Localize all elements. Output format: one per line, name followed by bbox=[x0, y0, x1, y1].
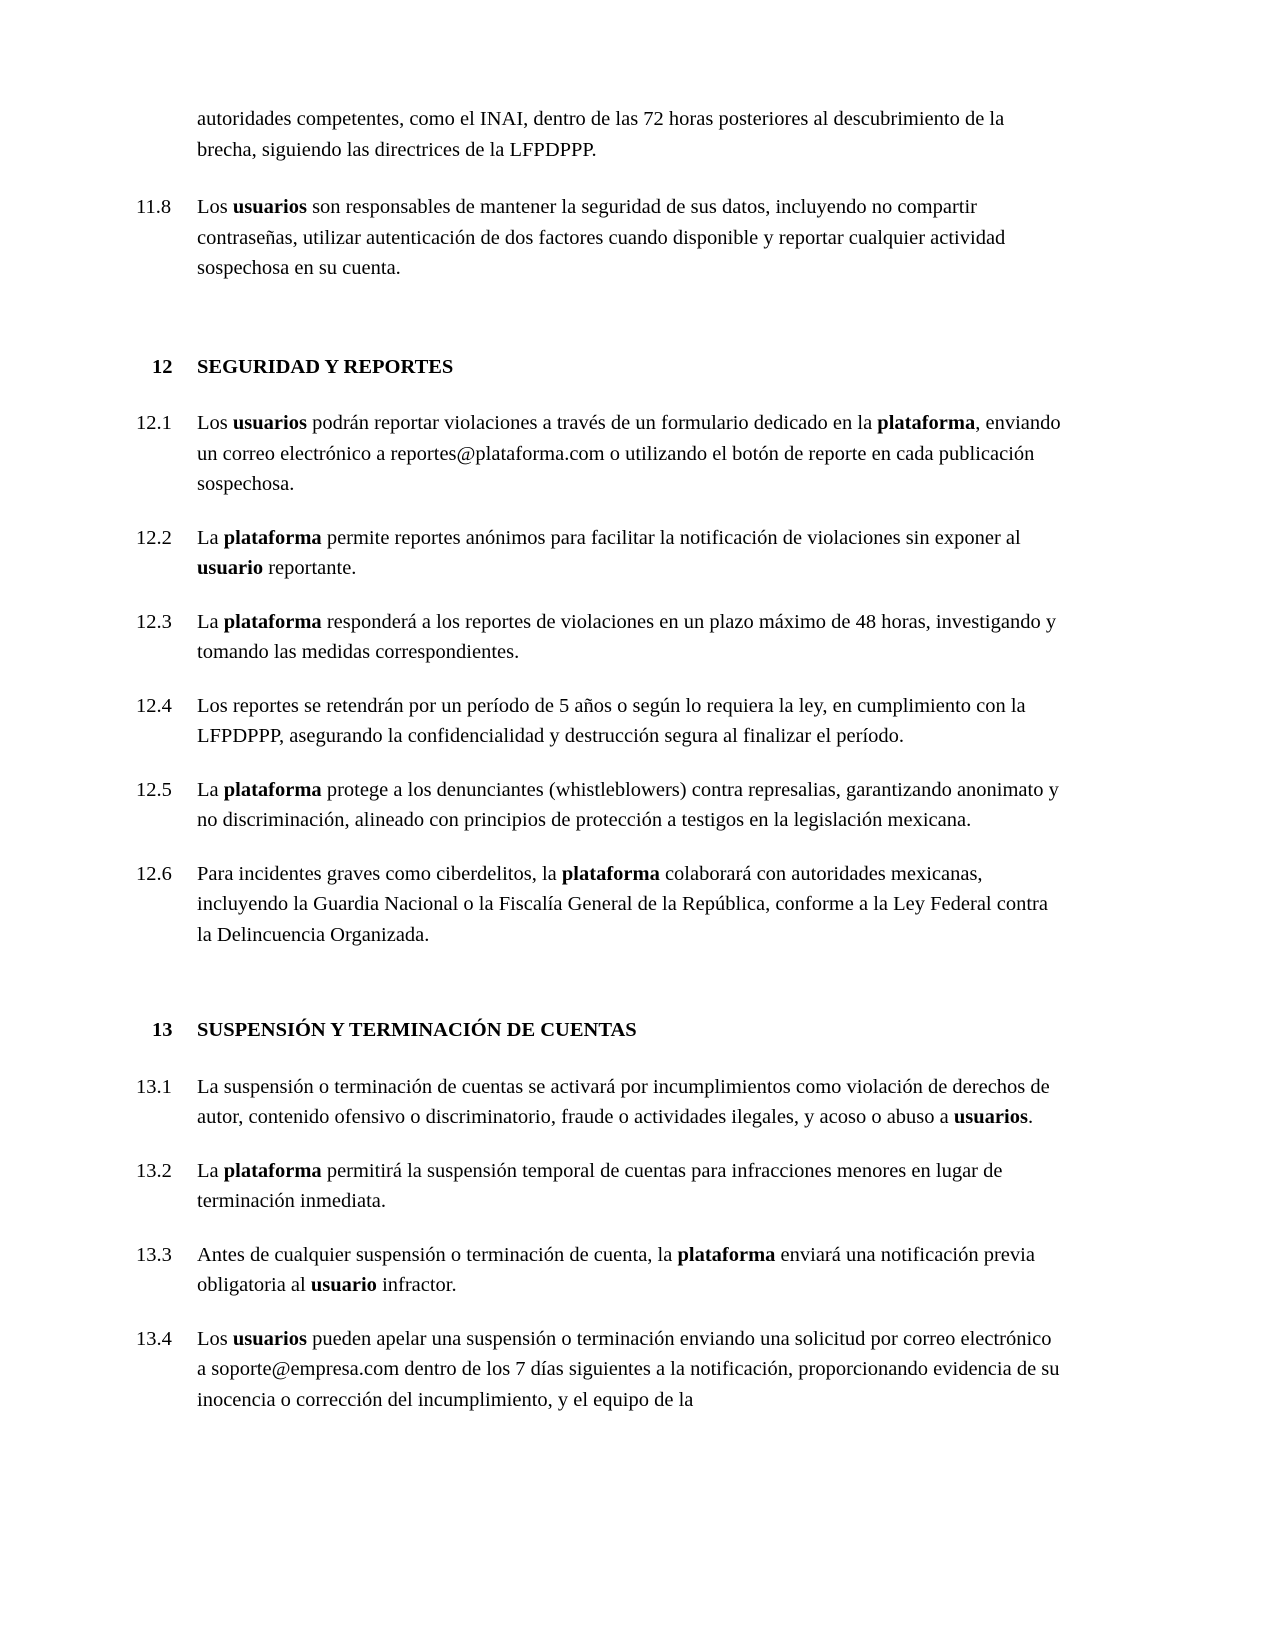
section-title: SUSPENSIÓN Y TERMINACIÓN DE CUENTAS bbox=[197, 1019, 637, 1041]
clause-13-3 bbox=[136, 1240, 1065, 1301]
clause-text: Los usuarios podrán reportar violaciones a través de un formulario dedicado en la plataforma, enviando un correo electrónico a reportes@plataforma.com o utilizando el botón de reporte en cada publicación sospechosa. bbox=[197, 412, 1061, 495]
section-title: SEGURIDAD Y REPORTES bbox=[197, 355, 454, 378]
clause-number: 11.8 bbox=[136, 196, 172, 218]
clause-number: 12.6 bbox=[136, 862, 172, 885]
section-number: 12 bbox=[152, 355, 173, 378]
clause-11-8 bbox=[136, 192, 1065, 284]
clause-text: Los reportes se retendrán por un período de 5 años o según lo requiera la ley, en cumplimiento con la LFPDPPP, asegurando la confidencialidad y destrucción segura al finalizar el período. bbox=[197, 694, 1026, 747]
clause-number: 13.4 bbox=[136, 1327, 172, 1350]
clause-text: La suspensión o terminación de cuentas se activará por incumplimientos como violación de derechos de autor, contenido ofensivo o discriminatorio, fraude o actividades ilegales, y acoso o abuso a usuarios. bbox=[197, 1075, 1050, 1128]
clause-number: 12.4 bbox=[136, 694, 172, 717]
paragraph-continuation bbox=[136, 104, 1065, 165]
clause-text: Antes de cualquier suspensión o terminación de cuenta, la plataforma enviará una notificación previa obligatoria al usuario infractor. bbox=[197, 1243, 1035, 1296]
clause-number: 12.2 bbox=[136, 526, 172, 549]
clause-text: Para incidentes graves como ciberdelitos, la plataforma colaborará con autoridades mexicanas, incluyendo la Guardia Nacional o la Fiscalía General de la República, conforme a la Ley Federal contra la Delincuencia Organizada. bbox=[197, 862, 1048, 946]
clause-12-2 bbox=[136, 523, 1065, 584]
clause-number: 12.3 bbox=[136, 610, 172, 633]
clause-13-2 bbox=[136, 1156, 1065, 1217]
clause-text: Los usuarios pueden apelar una suspensión o terminación enviando una solicitud por correo electrónico a soporte@empresa.com dentro de los 7 días siguientes a la notificación, proporcionando evidencia de su inocencia o corrección del incumplimiento, y el equipo de la bbox=[197, 1327, 1060, 1411]
clause-number: 13.3 bbox=[136, 1243, 172, 1266]
clause-text: La plataforma permite reportes anónimos para facilitar la notificación de violaciones sin exponer al usuario reportante. bbox=[197, 526, 1021, 579]
clause-12-3 bbox=[136, 607, 1065, 668]
clause-number: 12.1 bbox=[136, 412, 172, 434]
section-heading-13 bbox=[136, 1015, 1065, 1046]
section-spacer bbox=[136, 307, 1065, 352]
clause-12-6 bbox=[136, 859, 1065, 951]
clause-text: La plataforma responderá a los reportes de violaciones en un plazo máximo de 48 horas, investigando y tomando las medidas correspondientes. bbox=[197, 610, 1057, 663]
section-number: 13 bbox=[152, 1019, 173, 1041]
clause-number: 12.5 bbox=[136, 778, 172, 801]
clause-text: La plataforma protege a los denunciantes (whistleblowers) contra represalias, garantizando anonimato y no discriminación, alineado con principios de protección a testigos en la legislación mexicana. bbox=[197, 778, 1059, 831]
clause-text: autoridades competentes, como el INAI, dentro de las 72 horas posteriores al descubrimiento de la brecha, siguiendo las directrices de la LFPDPPP. bbox=[197, 108, 1005, 161]
clause-text: La plataforma permitirá la suspensión temporal de cuentas para infracciones menores en lugar de terminación inmediata. bbox=[197, 1159, 1003, 1212]
section-spacer bbox=[136, 973, 1065, 1015]
section-heading-12 bbox=[136, 352, 1065, 383]
clause-13-1 bbox=[136, 1072, 1065, 1133]
clause-12-1 bbox=[136, 408, 1065, 500]
clause-number: 13.1 bbox=[136, 1075, 172, 1098]
clause-12-4 bbox=[136, 691, 1065, 752]
clause-13-4 bbox=[136, 1324, 1065, 1416]
clause-number: 13.2 bbox=[136, 1159, 172, 1182]
clause-text: Los usuarios son responsables de mantener la seguridad de sus datos, incluyendo no compartir contraseñas, utilizar autenticación de dos factores cuando disponible y reportar cualquier actividad sospechosa en su cuenta. bbox=[197, 196, 1006, 279]
clause-12-5 bbox=[136, 775, 1065, 836]
